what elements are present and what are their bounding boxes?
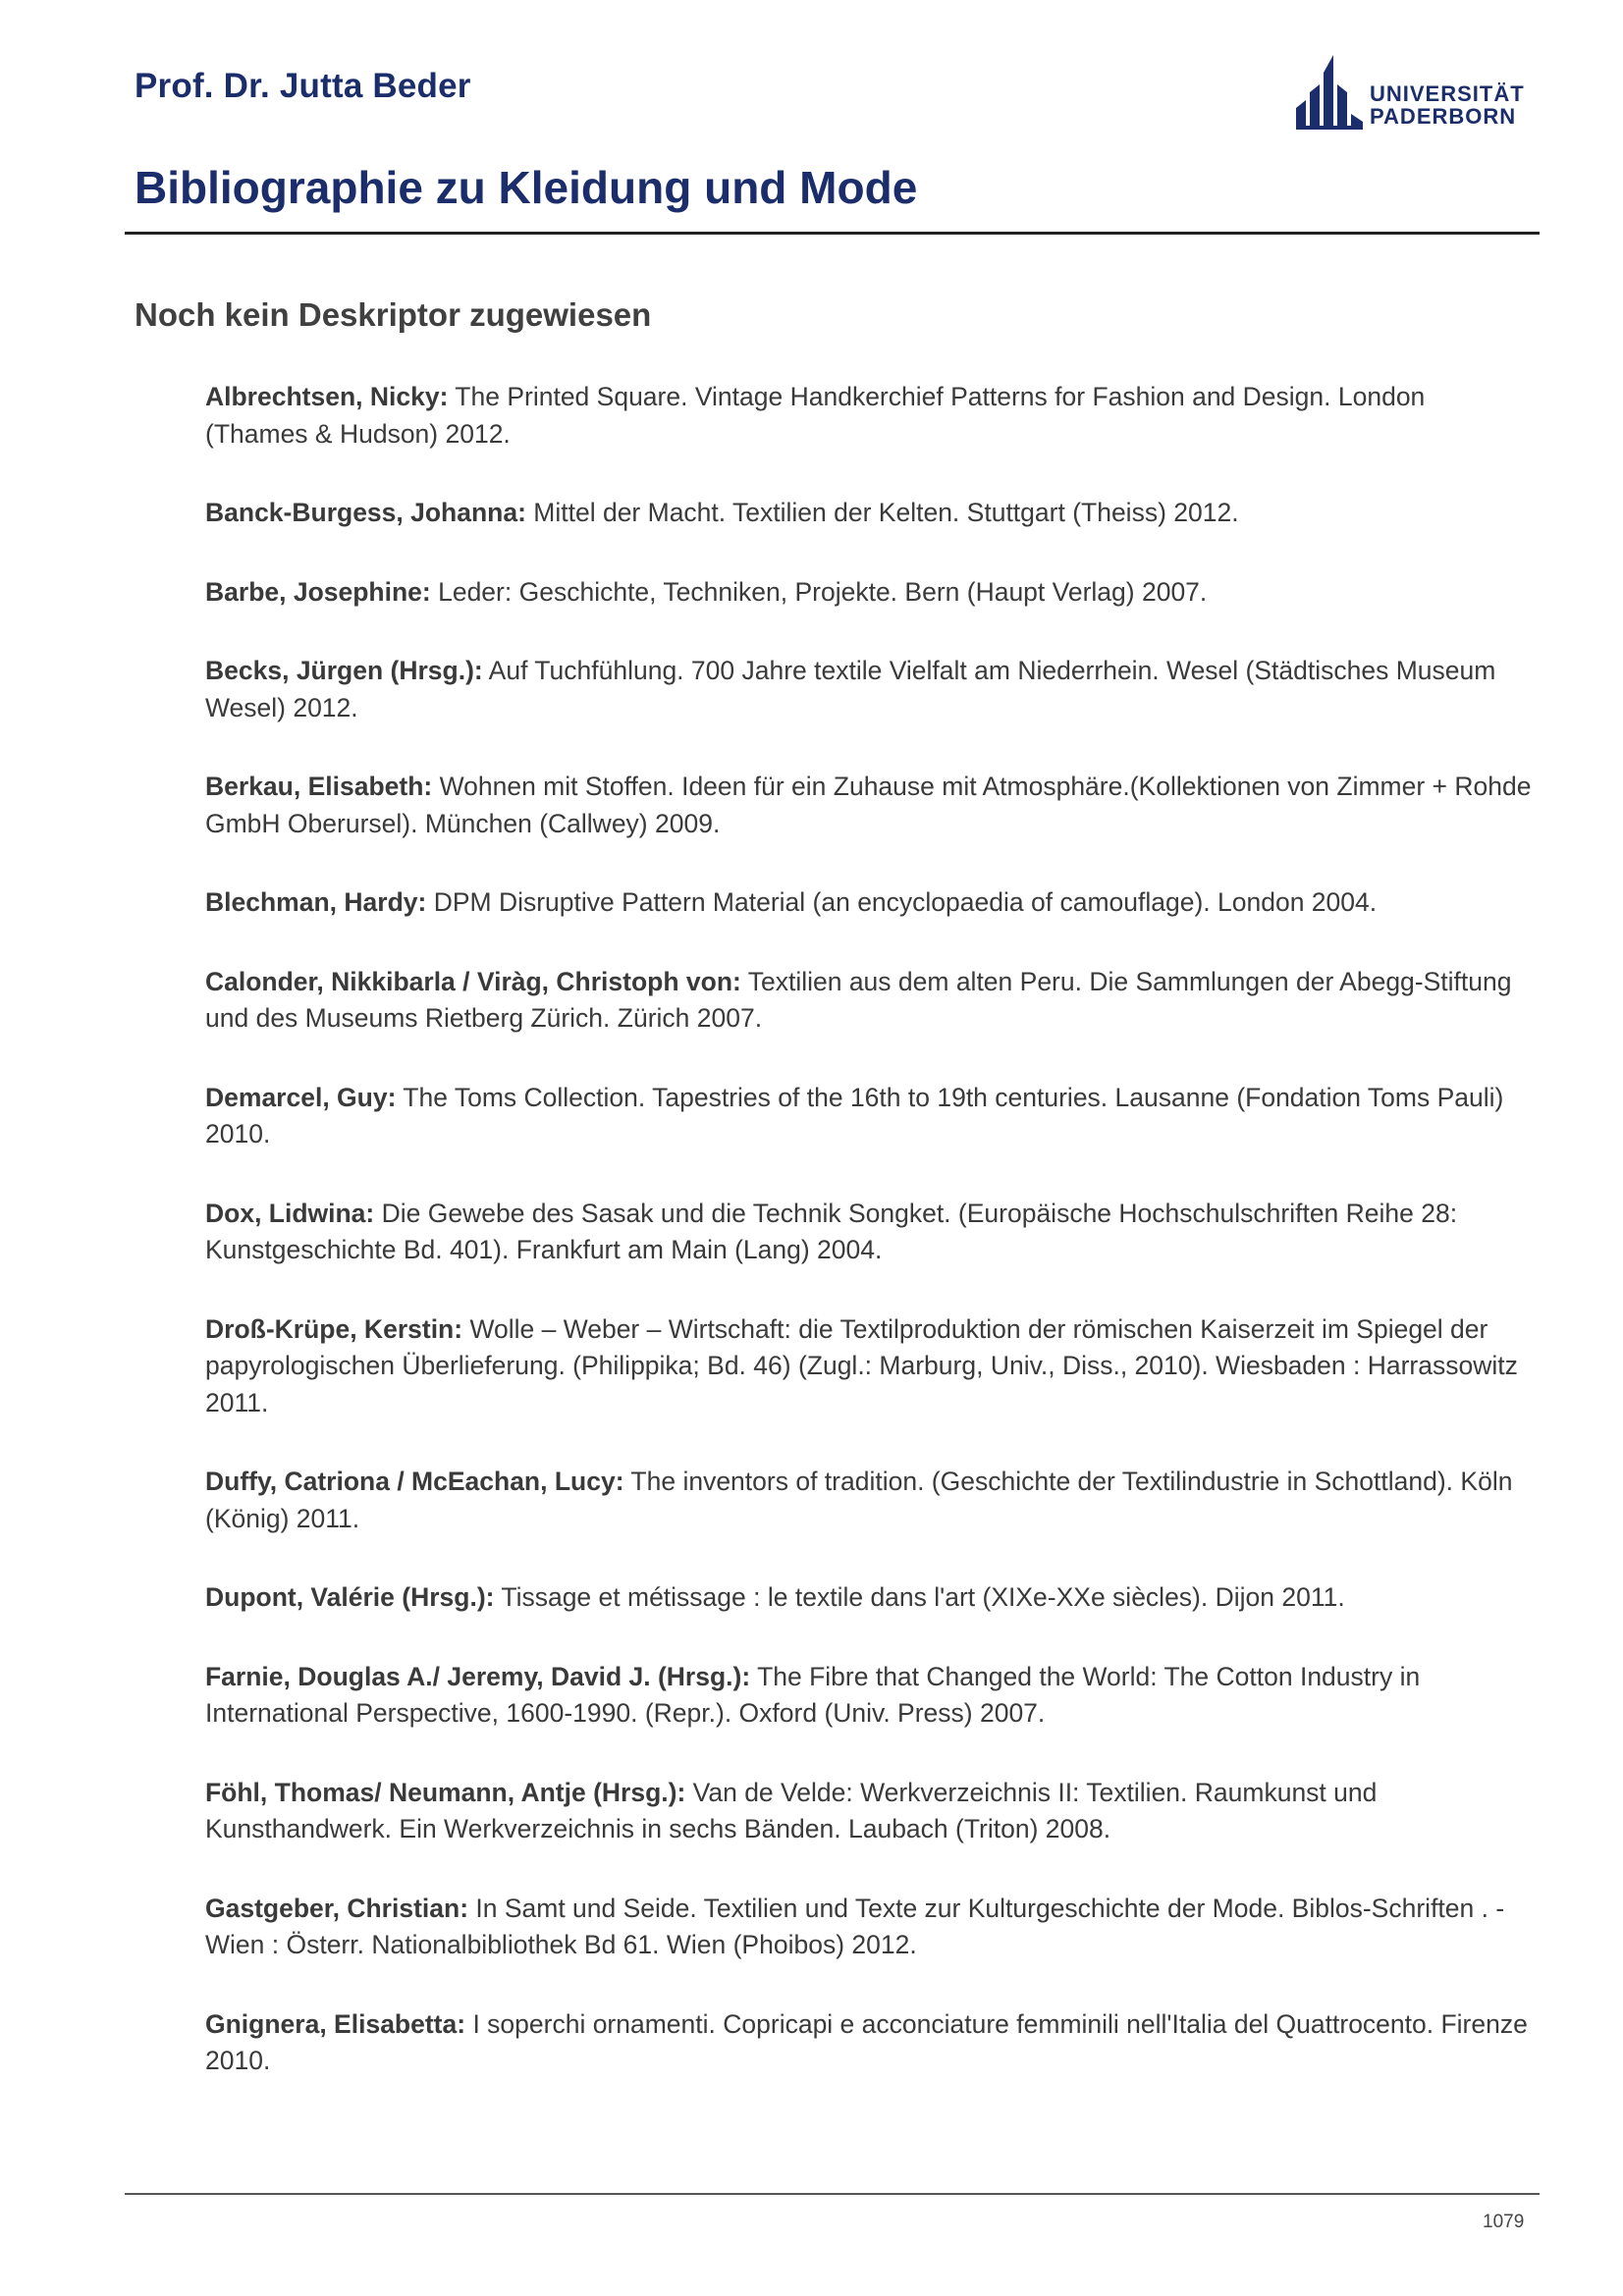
entry-author: Blechman, Hardy:	[205, 887, 427, 917]
logo-line-2: PADERBORN	[1370, 104, 1517, 129]
entry-author: Dox, Lidwina:	[205, 1198, 375, 1228]
bibliography-entry	[205, 1464, 1533, 1537]
bibliography-list	[205, 379, 1533, 2122]
bibliography-entry	[205, 769, 1533, 842]
bibliography-entry	[205, 1659, 1533, 1733]
bibliography-entry	[205, 1196, 1533, 1269]
entry-author: Banck-Burgess, Johanna:	[205, 498, 526, 527]
page-title: Bibliographie zu Kleidung und Mode	[135, 162, 918, 213]
entry-text: Auf Tuchfühlung. 700 Jahre textile Vielfalt am Niederrhein. Wesel (Städtisches Museum Wesel) 2012.	[205, 656, 1496, 722]
page-number: 1079	[1483, 2212, 1525, 2232]
entry-author: Calonder, Nikkibarla / Viràg, Christoph von:	[205, 966, 741, 996]
entry-author: Föhl, Thomas/ Neumann, Antje (Hrsg.):	[205, 1777, 686, 1807]
title-divider	[125, 232, 1540, 235]
bibliography-entry	[205, 379, 1533, 453]
bibliography-entry	[205, 574, 1533, 612]
entry-author: Farnie, Douglas A./ Jeremy, David J. (Hrsg.):	[205, 1661, 751, 1691]
entry-text: Wohnen mit Stoffen. Ideen für ein Zuhause mit Atmosphäre.(Kollektionen von Zimmer + Rohde GmbH Oberursel). München (Callwey) 2009.	[205, 772, 1532, 838]
entry-text: The Printed Square. Vintage Handkerchief Patterns for Fashion and Design. London (Thames & Hudson) 2012.	[205, 382, 1426, 449]
entry-author: Dupont, Valérie (Hrsg.):	[205, 1582, 495, 1612]
entry-author: Duffy, Catriona / McEachan, Lucy:	[205, 1467, 624, 1496]
entry-author: Gastgeber, Christian:	[205, 1893, 469, 1923]
entry-text: Van de Velde: Werkverzeichnis II: Textilien. Raumkunst und Kunsthandwerk. Ein Werkverzeichnis in sechs Bänden. Laubach (Triton) 2008.	[205, 1777, 1378, 1843]
bibliography-entry	[205, 1311, 1533, 1422]
entry-text: In Samt und Seide. Textilien und Texte zur Kulturgeschichte der Mode. Biblos-Schriften . - Wien : Österr. Nationalbibliothek Bd 61. Wien (Phoibos) 2012.	[205, 1893, 1505, 1959]
bibliography-entry	[205, 1775, 1533, 1848]
bibliography-entry	[205, 1080, 1533, 1153]
footer-divider	[125, 2193, 1540, 2195]
entry-author: Gnignera, Elisabetta:	[205, 2008, 466, 2039]
logo-line-1: UNIVERSITÄT	[1370, 81, 1525, 106]
entry-text: Leder: Geschichte, Techniken, Projekte. Bern (Haupt Verlag) 2007.	[430, 576, 1208, 607]
entry-author: Albrechtsen, Nicky:	[205, 382, 449, 411]
entry-text: I soperchi ornamenti. Copricapi e acconciature femminili nell'Italia del Quattrocento. Firenze 2010.	[205, 2008, 1528, 2075]
entry-text: DPM Disruptive Pattern Material (an encyclopaedia of camouflage). London 2004.	[426, 887, 1378, 917]
entry-text: The Fibre that Changed the World: The Cotton Industry in International Perspective, 1600-1990. (Repr.). Oxford (Univ. Press) 2007.	[205, 1661, 1421, 1728]
bibliography-entry	[205, 1579, 1533, 1617]
entry-author: Droß-Krüpe, Kerstin:	[205, 1313, 463, 1344]
entry-author: Berkau, Elisabeth:	[205, 772, 433, 801]
bibliography-entry	[205, 653, 1533, 726]
entry-text: Wolle – Weber – Wirtschaft: die Textilproduktion der römischen Kaiserzeit im Spiegel der papyrologischen Überlieferung. (Philippika; Bd. 46) (Zugl.: Marburg, Univ., Diss., 2010). Wiesbaden : Harrassowitz 2011.	[205, 1313, 1518, 1417]
entry-text: Mittel der Macht. Textilien der Kelten. Stuttgart (Theiss) 2012.	[525, 498, 1239, 527]
entry-text: Tissage et métissage : le textile dans l'art (XIXe-XXe siècles). Dijon 2011.	[494, 1582, 1345, 1612]
entry-text: The Toms Collection. Tapestries of the 16th to 19th centuries. Lausanne (Fondation Toms Pauli) 2010.	[205, 1082, 1504, 1148]
bibliography-entry	[205, 884, 1533, 922]
entry-text: Die Gewebe des Sasak und die Technik Songket. (Europäische Hochschulschriften Reihe 28: Kunstgeschichte Bd. 401). Frankfurt am Main (Lang) 2004.	[205, 1198, 1458, 1264]
bibliography-entry	[205, 964, 1533, 1038]
entry-author: Demarcel, Guy:	[205, 1082, 397, 1112]
author-name: Prof. Dr. Jutta Beder	[135, 67, 471, 105]
university-logo	[1294, 51, 1530, 132]
university-logo-icon	[1294, 51, 1365, 132]
entry-text: Textilien aus dem alten Peru. Die Sammlungen der Abegg-Stiftung und des Museums Rietberg Zürich. Zürich 2007.	[205, 966, 1512, 1033]
section-heading: Noch kein Deskriptor zugewiesen	[135, 296, 652, 333]
bibliography-entry	[205, 1891, 1533, 1964]
entry-text: The inventors of tradition. (Geschichte der Textilindustrie in Schottland). Köln (König) 2011.	[205, 1467, 1513, 1533]
entry-author: Barbe, Josephine:	[205, 576, 431, 607]
bibliography-entry	[205, 495, 1533, 532]
entry-author: Becks, Jürgen (Hrsg.):	[205, 656, 483, 685]
bibliography-entry	[205, 2006, 1533, 2080]
